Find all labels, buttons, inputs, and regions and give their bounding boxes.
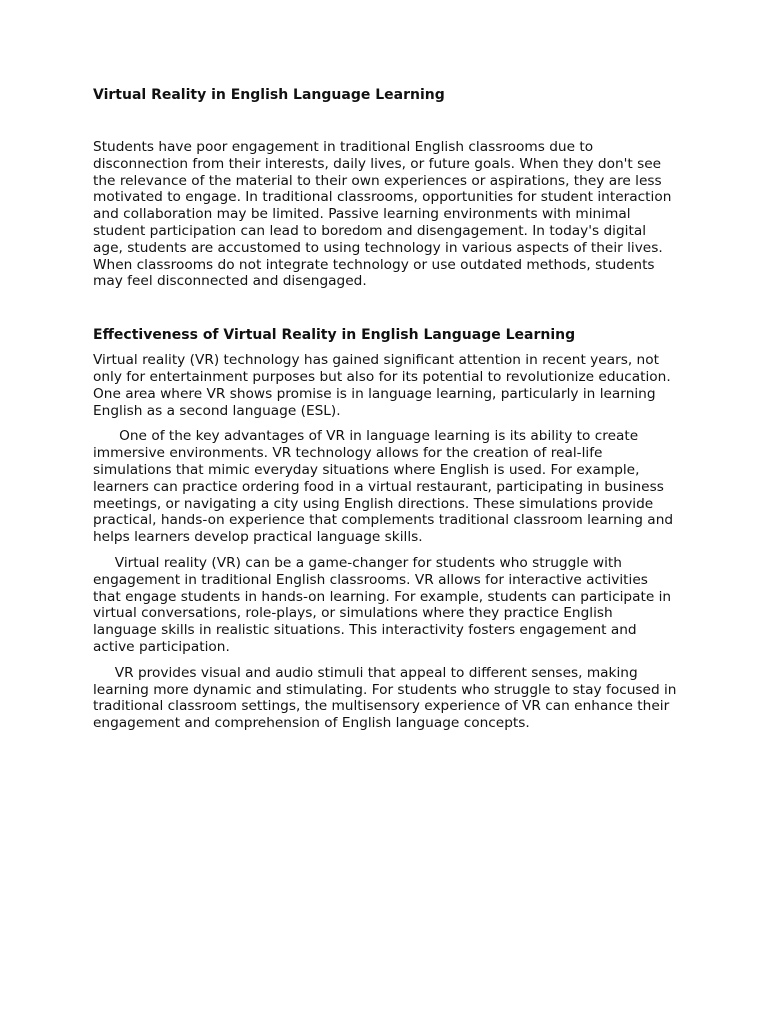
- intro-paragraph: Students have poor engagement in traditional English classrooms due to disconnection from their interests, daily lives, or future goals. When they don't see the relevance of the material to their own experiences or aspirations, they are less motivated to engage. In traditional classrooms, opportunities for student interaction and collaboration may be limited. Passive learning environments with minimal student participation can lead to boredom and disengagement. In today's digital age, students are accustomed to using technology in various aspects of their lives. When classrooms do not integrate technology or use outdated methods, students may feel disconnected and disengaged.: [93, 139, 672, 290]
- section-paragraph-2: One of the key advantages of VR in language learning is its ability to create immersive environments. VR technology allows for the creation of real-life simulations that mimic everyday situations where English is used. For example, learners can practice ordering food in a virtual restaurant, participating in business meetings, or navigating a city using English directions. These simulations provide practical, hands-on experience that complements traditional classroom learning and helps learners develop practical language skills.: [93, 428, 674, 546]
- document-page: [93, 86, 678, 732]
- section-paragraph-1: Virtual reality (VR) technology has gained significant attention in recent years, not only for entertainment purposes but also for its potential to revolutionize education. One area where VR shows promise is in language learning, particularly in learning English as a second language (ESL).: [93, 352, 671, 419]
- document-title: Virtual Reality in English Language Learning: [93, 87, 445, 103]
- section-paragraph-3: Virtual reality (VR) can be a game-changer for students who struggle with engagement in traditional English classrooms. VR allows for interactive activities that engage students in hands-on learning. For example, students can participate in virtual conversations, role-plays, or simulations where they practice English language skills in realistic situations. This interactivity fosters engagement and active participation.: [93, 554, 672, 655]
- section-paragraph-4: VR provides visual and audio stimuli that appeal to different senses, making learning more dynamic and stimulating. For students who struggle to stay focused in traditional classroom settings, the multisensory experience of VR can enhance their engagement and comprehension of English language concepts.: [93, 664, 677, 732]
- section-heading: Effectiveness of Virtual Reality in English Language Learning: [93, 327, 576, 344]
